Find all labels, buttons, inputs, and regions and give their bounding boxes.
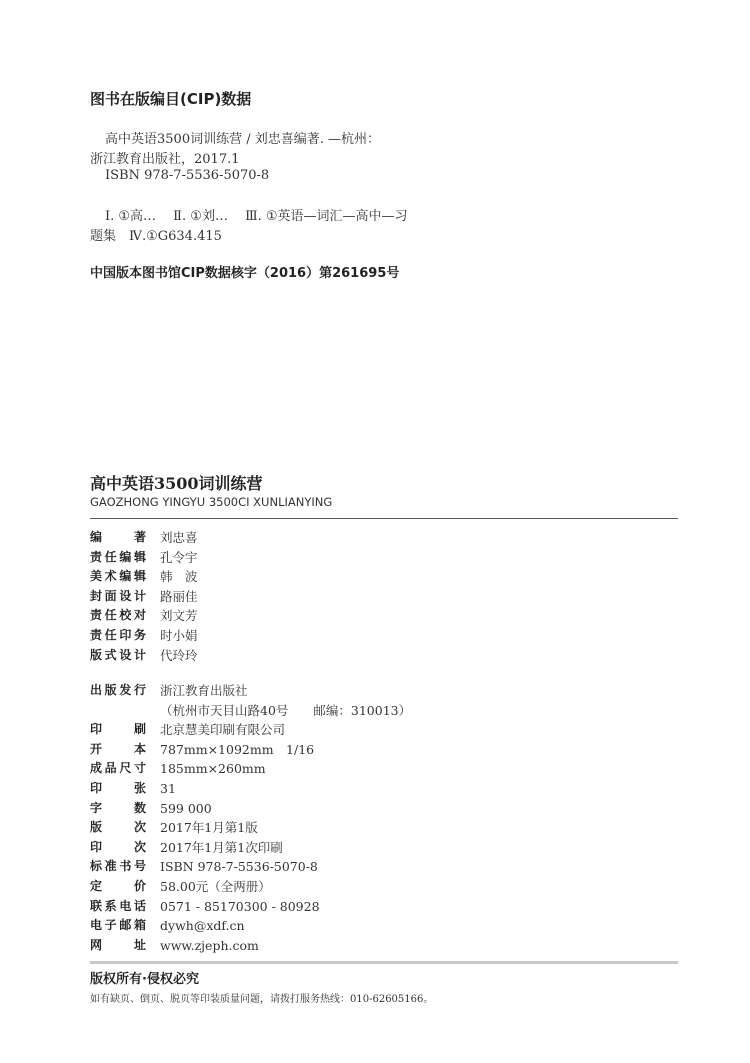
cip-line-2: 浙江教育出版社，2017.1 bbox=[90, 152, 240, 167]
pub-label: 成品尺寸 bbox=[90, 761, 146, 776]
credit-value: 时小娟 bbox=[160, 627, 198, 643]
service-notice: 如有缺页、倒页、脱页等印装质量问题，请拨打服务热线：010-62605166。 bbox=[90, 994, 434, 1005]
credit-row bbox=[90, 646, 198, 666]
pub-value: 31 bbox=[160, 780, 176, 796]
pub-label: 标准书号 bbox=[90, 859, 146, 874]
pub-value: 2017年1月第1次印刷 bbox=[160, 839, 283, 855]
cip-heading: 图书在版编目(CIP)数据 bbox=[90, 90, 252, 108]
pub-label: 联系电话 bbox=[90, 898, 146, 913]
pub-row bbox=[90, 740, 411, 760]
credit-label: 责任编辑 bbox=[90, 549, 146, 564]
pub-value: www.zjeph.com bbox=[160, 937, 259, 953]
pub-row bbox=[90, 857, 411, 877]
pub-value: ISBN 978-7-5536-5070-8 bbox=[160, 859, 318, 875]
book-title: 高中英语3500词训练营 bbox=[90, 474, 263, 493]
pub-row bbox=[90, 759, 411, 779]
publishing-list bbox=[90, 681, 411, 955]
pub-row bbox=[90, 779, 411, 799]
credit-label: 责任印务 bbox=[90, 627, 146, 642]
credit-label: 责任校对 bbox=[90, 608, 146, 623]
cip-isbn: ISBN 978-7-5536-5070-8 bbox=[105, 168, 270, 183]
pub-label: 字数 bbox=[90, 800, 146, 815]
cip-line-1: 高中英语3500词训练营 / 刘忠喜编著. —杭州： bbox=[105, 132, 380, 147]
pub-row bbox=[90, 838, 411, 858]
credit-row bbox=[90, 528, 198, 548]
pub-value: 北京慧美印刷有限公司 bbox=[160, 722, 286, 738]
credit-label: 版式设计 bbox=[90, 647, 146, 662]
credit-row bbox=[90, 567, 198, 587]
pub-value: 185mm×260mm bbox=[160, 761, 266, 777]
pub-value: （杭州市天目山路40号 邮编：310013） bbox=[160, 702, 412, 718]
pub-value: dywh@xdf.cn bbox=[160, 918, 245, 934]
pub-row bbox=[90, 681, 411, 701]
pub-label: 出版发行 bbox=[90, 683, 146, 697]
pub-label: 印张 bbox=[90, 780, 146, 795]
credit-label: 封面设计 bbox=[90, 588, 146, 603]
credit-value: 孔令宇 bbox=[160, 549, 198, 565]
pub-row bbox=[90, 897, 411, 917]
pub-value: 0571 - 85170300 - 80928 bbox=[160, 898, 320, 914]
pub-label: 版次 bbox=[90, 820, 146, 835]
credit-value: 路丽佳 bbox=[160, 588, 198, 604]
credit-value: 韩 波 bbox=[160, 569, 198, 585]
credit-row bbox=[90, 587, 198, 607]
pub-row bbox=[90, 799, 411, 819]
pub-label: 网址 bbox=[90, 937, 146, 952]
pub-row bbox=[90, 720, 411, 740]
rights-notice: 版权所有·侵权必究 bbox=[90, 972, 199, 987]
pub-value: 2017年1月第1版 bbox=[160, 820, 258, 836]
credit-row bbox=[90, 548, 198, 568]
credit-value: 代玲玲 bbox=[160, 647, 198, 663]
credit-row bbox=[90, 626, 198, 646]
book-pinyin: GAOZHONG YINGYU 3500CI XUNLIANYING bbox=[90, 495, 333, 509]
pub-label: 印次 bbox=[90, 839, 146, 854]
pub-value: 浙江教育出版社 bbox=[160, 683, 248, 698]
pub-value: 599 000 bbox=[160, 800, 212, 816]
credit-value: 刘文芳 bbox=[160, 608, 198, 624]
pub-row bbox=[90, 877, 411, 897]
pub-label: 电子邮箱 bbox=[90, 918, 146, 933]
pub-label: 定价 bbox=[90, 878, 146, 893]
divider bbox=[90, 518, 678, 519]
cip-line-4: 题集 Ⅳ.①G634.415 bbox=[90, 229, 222, 244]
credit-value: 刘忠喜 bbox=[160, 530, 198, 545]
pub-label bbox=[90, 701, 146, 721]
credit-row bbox=[90, 606, 198, 626]
footer-divider bbox=[90, 961, 678, 964]
credits-list bbox=[90, 528, 198, 665]
pub-label: 印刷 bbox=[90, 722, 146, 737]
pub-row bbox=[90, 701, 411, 721]
cip-number: 中国版本图书馆CIP数据核字（2016）第261695号 bbox=[90, 266, 400, 281]
credit-label: 编著 bbox=[90, 530, 146, 544]
pub-value: 58.00元（全两册） bbox=[160, 878, 271, 894]
pub-row bbox=[90, 916, 411, 936]
pub-value: 787mm×1092mm 1/16 bbox=[160, 741, 315, 757]
credit-label: 美术编辑 bbox=[90, 569, 146, 584]
cip-line-3: Ⅰ. ①高… Ⅱ. ①刘… Ⅲ. ①英语—词汇—高中—习 bbox=[105, 209, 408, 224]
pub-row bbox=[90, 936, 411, 956]
pub-label: 开本 bbox=[90, 741, 146, 756]
pub-row bbox=[90, 818, 411, 838]
